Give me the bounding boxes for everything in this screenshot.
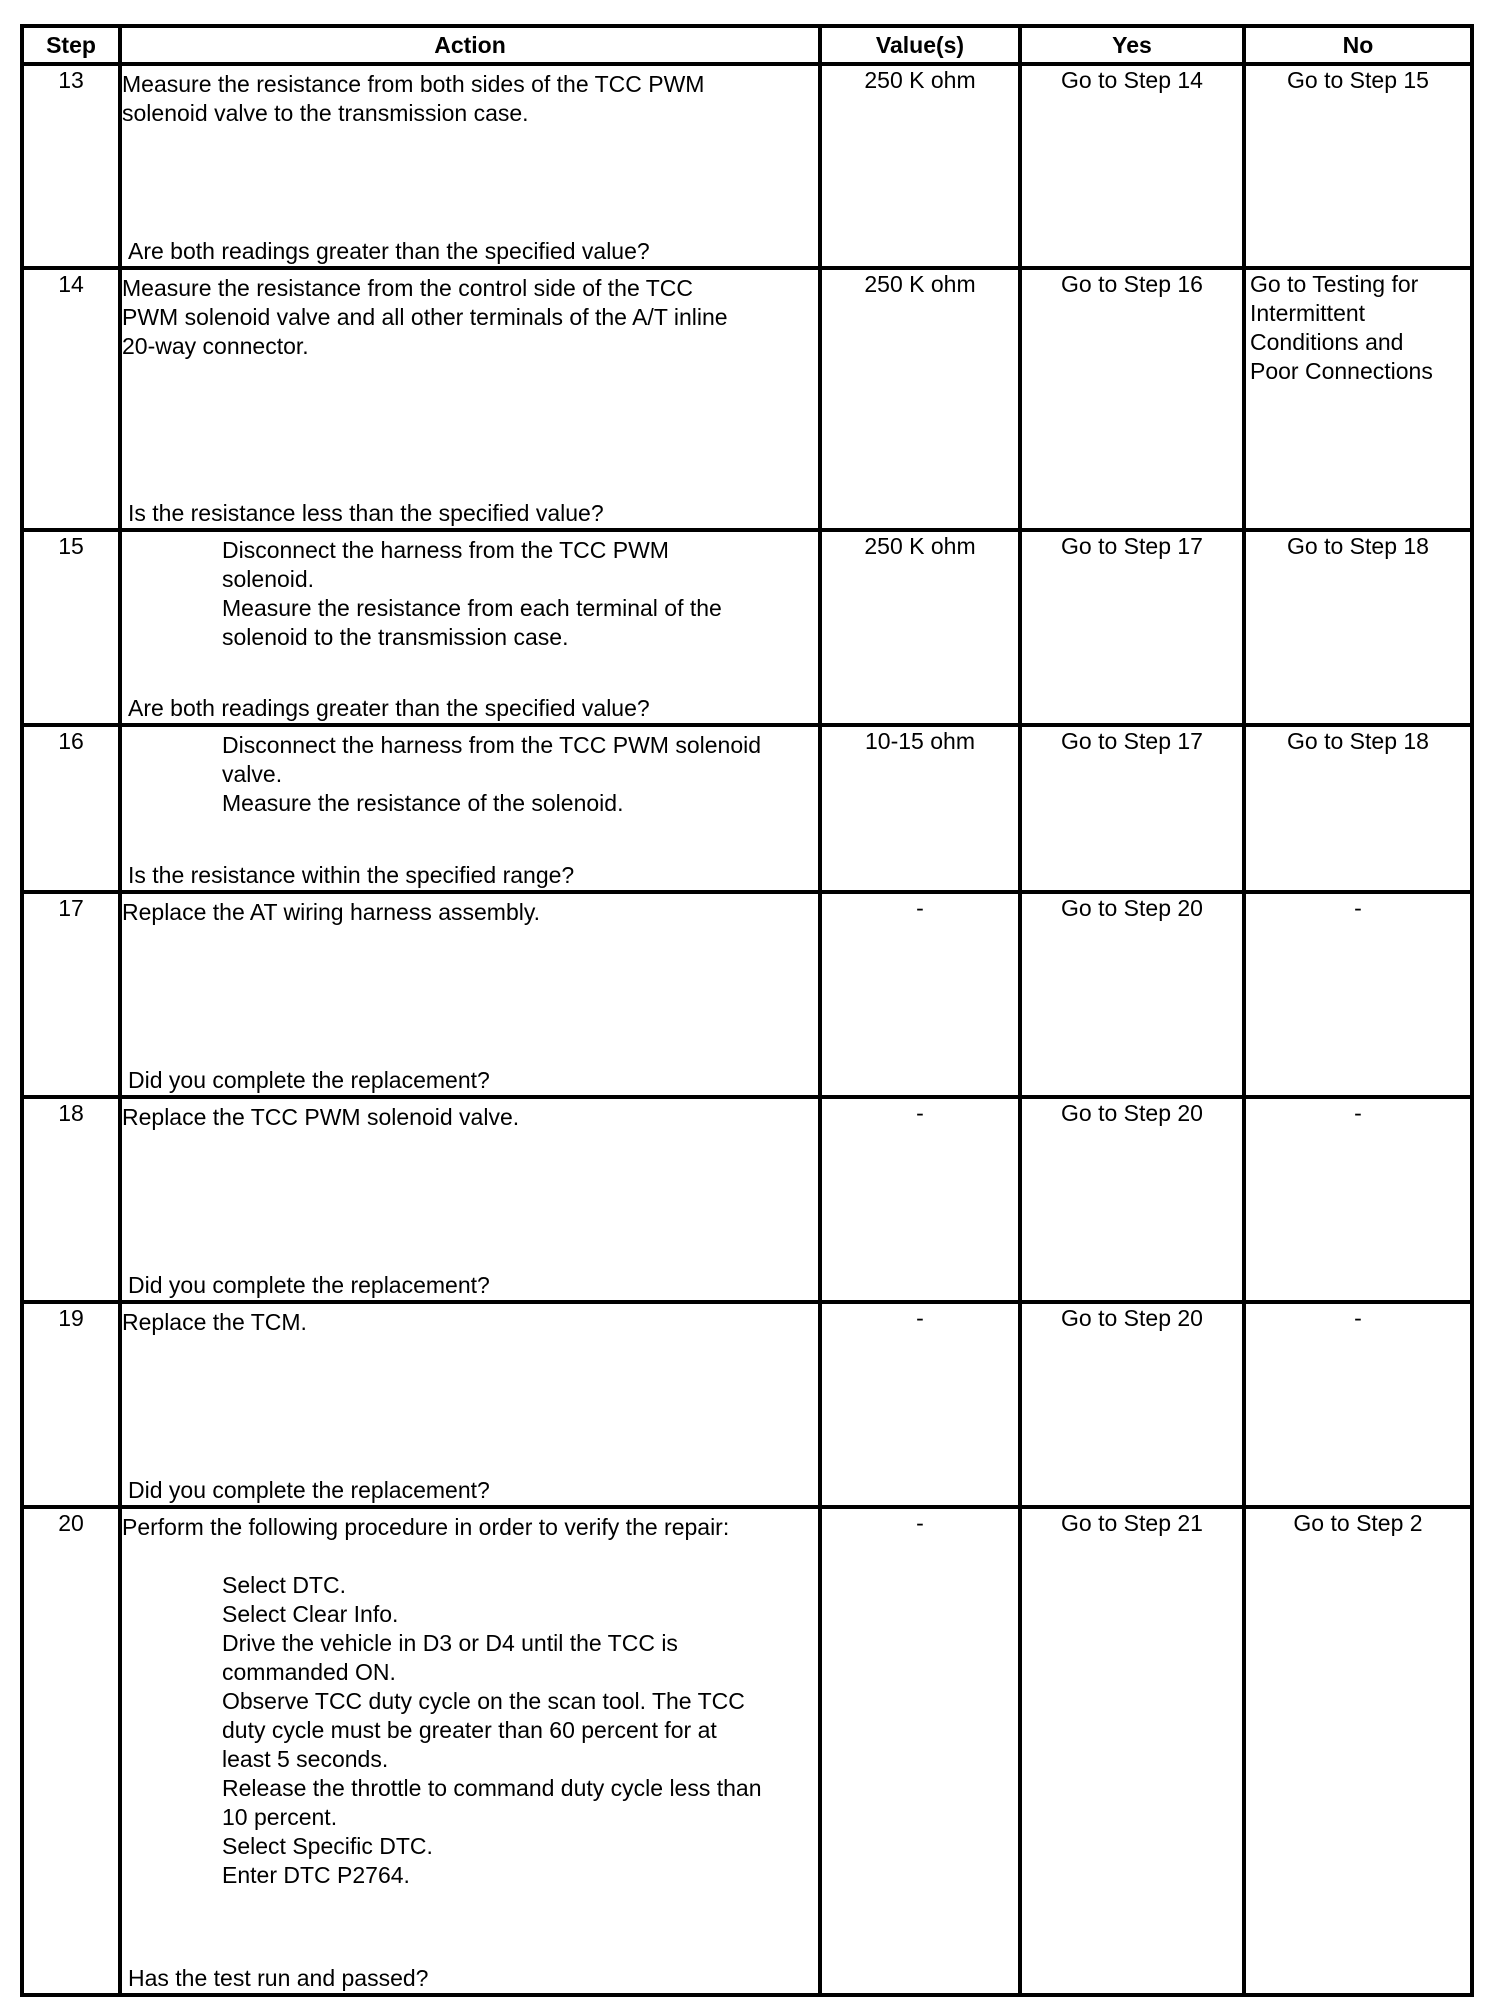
- table-row: [22, 1302, 1472, 1507]
- action-cell: [120, 64, 820, 268]
- no-line: Poor Connections: [1250, 358, 1433, 384]
- value-cell: -: [820, 1302, 1020, 1507]
- yes-cell: Go to Step 14: [1020, 64, 1244, 268]
- action-cell: [120, 268, 820, 530]
- no-cell: -: [1244, 892, 1472, 1097]
- step-number: 13: [22, 64, 120, 268]
- no-cell: Go to Step 15: [1244, 64, 1472, 268]
- action-line: Disconnect the harness from the TCC PWM solenoid: [222, 732, 762, 758]
- step-number: 18: [22, 1097, 120, 1302]
- value-cell: 250 K ohm: [820, 268, 1020, 530]
- step-number: 19: [22, 1302, 120, 1507]
- no-line: Go to Testing for: [1250, 271, 1419, 297]
- no-cell: -: [1244, 1097, 1472, 1302]
- value-cell: 250 K ohm: [820, 64, 1020, 268]
- action-question: Did you complete the replacement?: [128, 1067, 490, 1093]
- yes-cell: Go to Step 21: [1020, 1507, 1244, 1995]
- action-line: Measure the resistance from both sides of the TCC PWM: [122, 71, 705, 97]
- action-intro: Perform the following procedure in order to verify the repair:: [122, 1514, 730, 1540]
- action-line: Select DTC.: [222, 1572, 346, 1598]
- action-cell: [120, 725, 820, 892]
- action-line: 10 percent.: [222, 1804, 338, 1830]
- action-cell: [120, 1302, 820, 1507]
- action-line: Select Specific DTC.: [222, 1833, 433, 1859]
- value-cell: -: [820, 1097, 1020, 1302]
- action-line: Replace the AT wiring harness assembly.: [122, 899, 541, 925]
- no-cell: -: [1244, 1302, 1472, 1507]
- table-row: [22, 892, 1472, 1097]
- action-line: Measure the resistance from the control side of the TCC: [122, 275, 694, 301]
- action-line: Release the throttle to command duty cycle less than: [222, 1775, 762, 1801]
- action-line: solenoid.: [222, 566, 315, 592]
- action-line: solenoid valve to the transmission case.: [122, 100, 529, 126]
- yes-cell: Go to Step 17: [1020, 725, 1244, 892]
- step-number: 20: [22, 1507, 120, 1995]
- step-number: 14: [22, 268, 120, 530]
- step-number: 15: [22, 530, 120, 725]
- yes-cell: Go to Step 20: [1020, 1302, 1244, 1507]
- action-line: solenoid to the transmission case.: [222, 624, 569, 650]
- action-line: Disconnect the harness from the TCC PWM: [222, 537, 669, 563]
- value-cell: 250 K ohm: [820, 530, 1020, 725]
- action-line: Enter DTC P2764.: [222, 1862, 410, 1888]
- value-cell: 10-15 ohm: [820, 725, 1020, 892]
- table-row: [22, 1097, 1472, 1302]
- action-line: PWM solenoid valve and all other terminals of the A/T inline: [122, 304, 728, 330]
- action-line: Drive the vehicle in D3 or D4 until the TCC is: [222, 1630, 678, 1656]
- table-row: [22, 1507, 1472, 1995]
- yes-cell: Go to Step 17: [1020, 530, 1244, 725]
- action-line: commanded ON.: [222, 1659, 396, 1685]
- action-line: Observe TCC duty cycle on the scan tool. The TCC: [222, 1688, 745, 1714]
- action-question: Has the test run and passed?: [128, 1965, 429, 1991]
- yes-cell: Go to Step 16: [1020, 268, 1244, 530]
- action-question: Are both readings greater than the specified value?: [128, 695, 650, 721]
- table-row: [22, 64, 1472, 268]
- action-line: 20-way connector.: [122, 333, 309, 359]
- header-step: Step: [22, 26, 120, 64]
- no-cell: Go to Step 18: [1244, 530, 1472, 725]
- value-cell: -: [820, 892, 1020, 1097]
- table-row: [22, 530, 1472, 725]
- action-line: least 5 seconds.: [222, 1746, 389, 1772]
- step-number: 17: [22, 892, 120, 1097]
- action-line: valve.: [222, 761, 283, 787]
- action-question: Is the resistance less than the specified value?: [128, 500, 604, 526]
- yes-cell: Go to Step 20: [1020, 1097, 1244, 1302]
- action-question: Did you complete the replacement?: [128, 1477, 490, 1503]
- action-cell: [120, 530, 820, 725]
- table-row: [22, 268, 1472, 530]
- table-row: [22, 725, 1472, 892]
- header-action: Action: [120, 26, 820, 64]
- header-no: No: [1244, 26, 1472, 64]
- action-question: Did you complete the replacement?: [128, 1272, 490, 1298]
- action-line: Select Clear Info.: [222, 1601, 399, 1627]
- action-line: Replace the TCM.: [122, 1309, 307, 1335]
- action-cell: [120, 1507, 820, 1995]
- no-line: Conditions and: [1250, 329, 1404, 355]
- action-line: duty cycle must be greater than 60 percent for at: [222, 1717, 717, 1743]
- header-values: Value(s): [820, 26, 1020, 64]
- action-line: Measure the resistance of the solenoid.: [222, 790, 624, 816]
- no-cell: Go to Step 2: [1244, 1507, 1472, 1995]
- no-line: Intermittent: [1250, 300, 1366, 326]
- diagnostic-table: [20, 24, 1474, 1997]
- action-question: Is the resistance within the specified range?: [128, 862, 575, 888]
- action-question: Are both readings greater than the specified value?: [128, 238, 650, 264]
- value-cell: -: [820, 1507, 1020, 1995]
- action-line: Replace the TCC PWM solenoid valve.: [122, 1104, 520, 1130]
- header-yes: Yes: [1020, 26, 1244, 64]
- no-cell: Go to Step 18: [1244, 725, 1472, 892]
- yes-cell: Go to Step 20: [1020, 892, 1244, 1097]
- action-cell: [120, 1097, 820, 1302]
- header-row: [22, 26, 1472, 64]
- step-number: 16: [22, 725, 120, 892]
- no-cell: [1244, 268, 1472, 530]
- action-cell: [120, 892, 820, 1097]
- action-line: Measure the resistance from each terminal of the: [222, 595, 722, 621]
